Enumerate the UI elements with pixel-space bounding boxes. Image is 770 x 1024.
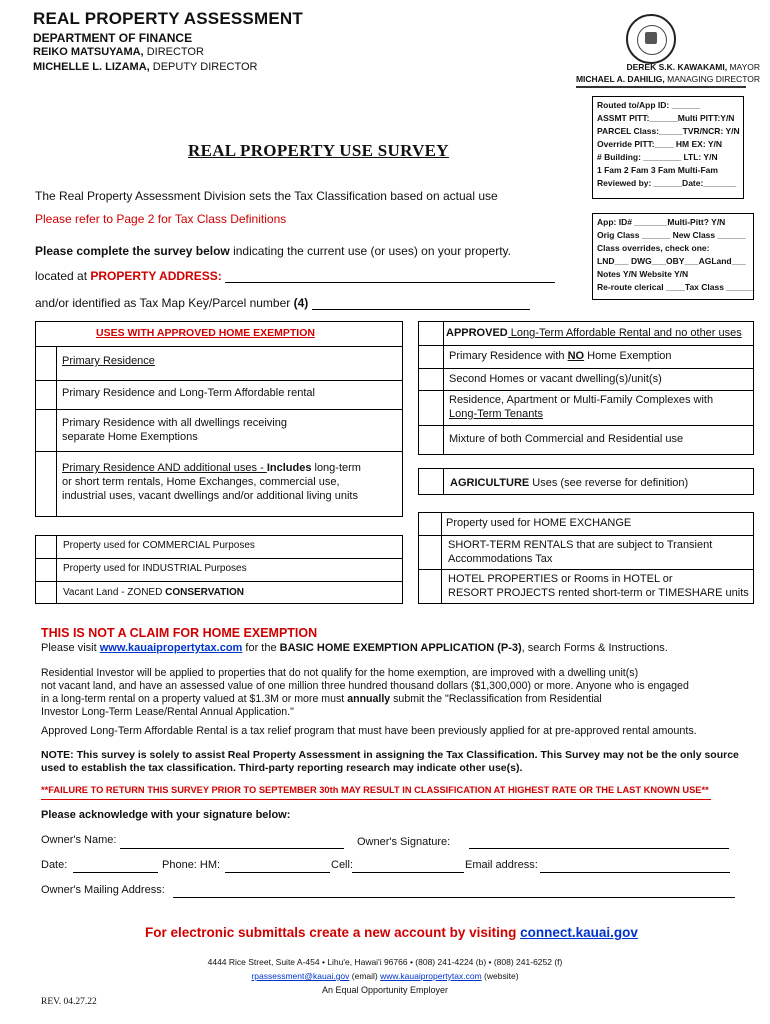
acknowledge-text: Please acknowledge with your signature below: <box>41 809 291 821</box>
row-divider <box>35 558 403 559</box>
failure-warning: **FAILURE TO RETURN THIS SURVEY PRIOR TO SEPTEMBER 30th MAY RESULT IN CLASSIFICATION AT HIGHEST RATE OR THE LAST KNOWN USE** <box>41 785 709 795</box>
checkbox-primary-residence[interactable] <box>36 347 56 379</box>
row-divider <box>418 345 754 346</box>
cell-field[interactable] <box>352 860 464 873</box>
deputy-line: MICHELLE L. LIZAMA, DEPUTY DIRECTOR <box>33 61 258 73</box>
visit-line: Please visit www.kauaipropertytax.com for the BASIC HOME EXEMPTION APPLICATION (P-3), search Forms & Instructions. <box>41 642 668 654</box>
checkbox-primary-ltar[interactable] <box>36 381 56 409</box>
row-agriculture: AGRICULTURE Uses (see reverse for definition) <box>450 477 689 489</box>
row-home-exchange: Property used for HOME EXCHANGE <box>446 517 632 529</box>
county-seal-icon <box>626 14 676 64</box>
row-divider <box>418 368 754 369</box>
row-divider <box>35 451 403 452</box>
mailing-field[interactable] <box>173 885 735 898</box>
complete-instructions: Please complete the survey below indicating the current use (or uses) on your property. <box>35 244 511 258</box>
date-field[interactable] <box>73 860 158 873</box>
mailing-label: Owner's Mailing Address: <box>41 884 165 896</box>
row-vacant-land: Vacant Land - ZONED CONSERVATION <box>63 587 244 598</box>
row-primary-ltar: Primary Residence and Long-Term Affordable rental <box>62 387 315 399</box>
row-second-homes: Second Homes or vacant dwelling(s)/unit(s) <box>449 373 662 385</box>
property-address-field[interactable] <box>225 268 555 283</box>
email-field[interactable] <box>540 860 730 873</box>
footer-contacts: rpassessment@kauai.gov (email) www.kauaipropertytax.com (website) <box>251 971 519 981</box>
eoe-statement: An Equal Opportunity Employer <box>321 985 449 995</box>
intro-text: The Real Property Assessment Division sets the Tax Classification based on actual use <box>35 189 498 203</box>
checkbox-vacant-land[interactable] <box>36 582 56 603</box>
office-use-box: App: ID# _______Multi-Pitt? Y/N Orig Class ______ New Class ______ Class overrides, check one: LND___ DWG___OBY___AGLand___ Notes Y/N Website Y/N Re-route clerical ____Tax Class ______ <box>592 213 754 300</box>
row-hotel: HOTEL PROPERTIES or Rooms in HOTEL or RESORT PROJECTS rented short-term or TIMESHARE units <box>448 573 749 599</box>
tmk-field[interactable] <box>312 295 530 310</box>
row-primary-residence: Primary Residence <box>62 355 155 367</box>
owner-name-label: Owner's Name: <box>41 834 117 846</box>
email-label: Email address: <box>465 859 538 871</box>
checkbox-second-homes[interactable] <box>419 369 443 389</box>
investor-paragraph: Residential Investor will be applied to properties that do not qualify for the home exemption, are improved with a dwelling unit(s) not vacant land, and have an assessed value of one million three hundred thousand dollars ($1,300,000) or more. Anyone who is engaged in a long-term rental on a property valued at $1.3M or more must annually submit the "Reclassification from Residential Investor Long-Term Lease/Rental Annual Application." <box>41 667 689 718</box>
email-link[interactable]: rpassessment@kauai.gov <box>251 971 350 981</box>
row-divider <box>418 569 754 570</box>
row-all-dwellings: Primary Residence with all dwellings receiving separate Home Exemptions <box>62 417 287 443</box>
agency-title: REAL PROPERTY ASSESSMENT <box>33 9 303 28</box>
row-divider <box>418 390 754 391</box>
row-industrial: Property used for INDUSTRIAL Purposes <box>63 563 247 574</box>
checkbox-all-dwellings[interactable] <box>36 410 56 450</box>
affordable-note: Approved Long-Term Affordable Rental is a tax relief program that must have been previously applied for at pre-approved rental amounts. <box>41 725 697 737</box>
row-commercial: Property used for COMMERCIAL Purposes <box>63 540 255 551</box>
owner-signature-field[interactable] <box>469 836 729 849</box>
phone-label: Phone: HM: <box>162 859 221 871</box>
mayor-block: DEREK S.K. KAWAKAMI, MAYOR MICHAEL A. DAHILIG, MANAGING DIRECTOR <box>575 62 760 84</box>
row-ltar-only: APPROVED Long-Term Affordable Rental and no other uses <box>446 327 742 339</box>
row-divider <box>35 581 403 582</box>
row-mixed-use: Mixture of both Commercial and Residential use <box>449 433 684 445</box>
checkbox-mixed-use[interactable] <box>419 426 443 454</box>
revision: REV. 04.27.22 <box>41 997 97 1007</box>
checkbox-hotel[interactable] <box>419 570 441 603</box>
electronic-submittal: For electronic submittals create a new account by visiting connect.kauai.gov <box>145 925 638 940</box>
row-additional-uses: Primary Residence AND additional uses - Includes long-term or short term rentals, Home Exchanges, commercial use, industrial uses, vacant dwellings and/or additional living units <box>62 462 361 502</box>
owner-signature-label: Owner's Signature: <box>357 836 451 848</box>
row-no-exemption: Primary Residence with NO Home Exemption <box>449 350 672 362</box>
website-link[interactable]: www.kauaipropertytax.com <box>380 971 482 981</box>
department-name: DEPARTMENT OF FINANCE <box>33 31 193 45</box>
checkbox-str[interactable] <box>419 536 441 568</box>
checkbox-long-term-tenants[interactable] <box>419 391 443 424</box>
owner-name-field[interactable] <box>120 836 344 849</box>
home-exemption-header: USES WITH APPROVED HOME EXEMPTION <box>96 327 315 339</box>
kauai-property-tax-link[interactable]: www.kauaipropertytax.com <box>99 642 243 654</box>
checkbox-ltar-only[interactable] <box>419 322 443 344</box>
connect-kauai-link[interactable]: connect.kauai.gov <box>520 925 638 940</box>
row-divider <box>35 409 403 410</box>
routing-box: Routed to/App ID: ______ ASSMT PITT:______Multi PITT:Y/N PARCEL Class:_____TVR/NCR: Y/N Override PITT:____ HM EX: Y/N # Building: ________ LTL: Y/N 1 Fam 2 Fam 3 Fam Multi-Fam Reviewed by: ______Date:_______ <box>592 96 744 199</box>
agriculture-checkbox[interactable] <box>418 468 444 495</box>
row-str: SHORT-TERM RENTALS that are subject to Transient Accommodations Tax <box>448 539 713 565</box>
cell-label: Cell: <box>331 859 354 871</box>
phone-field[interactable] <box>225 860 330 873</box>
survey-note: NOTE: This survey is solely to assist Real Property Assessment in assigning the Tax Classification. This Survey may not be the only source used to establish the tax classification. Third-party reporting research may indicate other use(s). <box>41 749 739 774</box>
date-label: Date: <box>41 859 68 871</box>
tmk-line: and/or identified as Tax Map Key/Parcel number (4) <box>35 295 530 310</box>
refer-text: Please refer to Page 2 for Tax Class Definitions <box>35 212 287 226</box>
checkbox-home-exchange[interactable] <box>419 513 441 534</box>
row-divider <box>418 535 754 536</box>
survey-title: REAL PROPERTY USE SURVEY <box>188 141 449 160</box>
director-line: REIKO MATSUYAMA, DIRECTOR <box>33 46 204 58</box>
header-divider <box>576 86 746 88</box>
checkbox-industrial[interactable] <box>36 559 56 580</box>
footer-address: 4444 Rice Street, Suite A-454 • Lihu'e, Hawai'i 96766 • (808) 241-4224 (b) • (808) 241-6252 (f) <box>207 957 563 967</box>
address-line: located at PROPERTY ADDRESS: <box>35 268 555 283</box>
checkbox-additional-uses[interactable] <box>36 452 56 516</box>
row-divider <box>418 425 754 426</box>
warning-underline <box>41 799 711 800</box>
row-divider <box>35 380 403 381</box>
checkbox-commercial[interactable] <box>36 536 56 557</box>
checkbox-no-exemption[interactable] <box>419 346 443 367</box>
not-claim-heading: THIS IS NOT A CLAIM FOR HOME EXEMPTION <box>41 626 318 640</box>
row-long-term-tenants: Residence, Apartment or Multi-Family Complexes with Long-Term Tenants <box>449 394 714 420</box>
row-divider <box>35 346 403 347</box>
